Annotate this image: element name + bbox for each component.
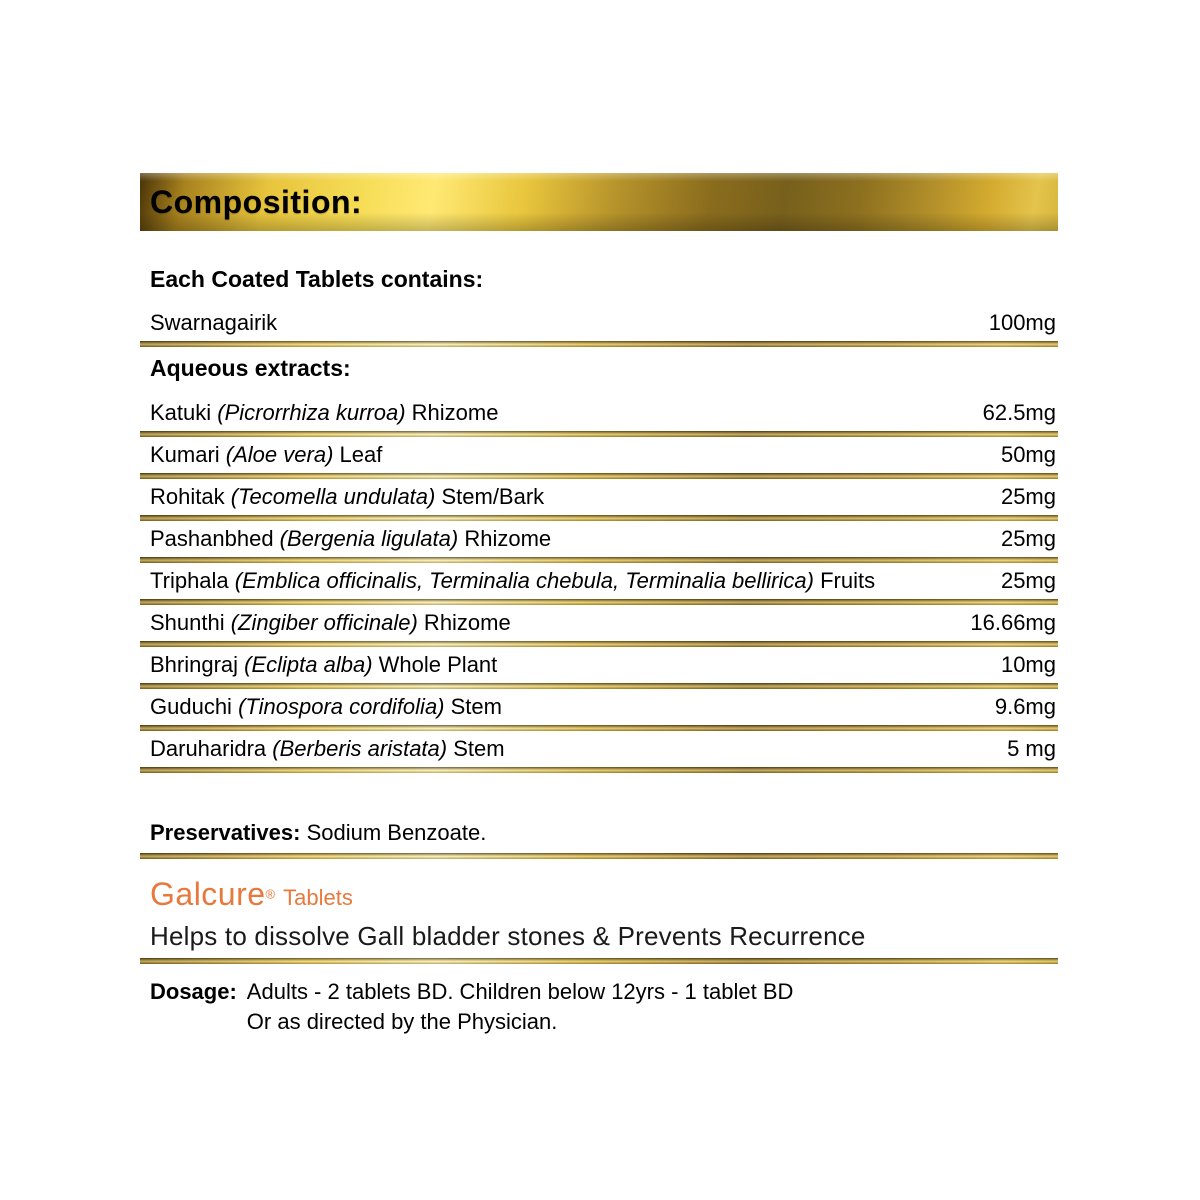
name-text: Katuki	[150, 401, 218, 425]
ingredient-row-katuki	[140, 395, 1058, 431]
ingredient-name	[150, 695, 987, 719]
ingredient-name	[150, 611, 962, 635]
ingredient-amount: 100mg	[988, 310, 1056, 335]
name-text: Kumari	[150, 443, 226, 467]
ingredient-row-triphala	[140, 563, 1058, 599]
name-part: Stem	[444, 695, 502, 719]
name-text: Pashanbhed	[150, 527, 280, 551]
name-latin: (Emblica officinalis, Terminalia chebula, Terminalia bellirica)	[234, 569, 814, 593]
name-part: Leaf	[333, 443, 383, 467]
name-part: Rhizome	[458, 527, 552, 551]
name-text: Bhringraj	[150, 653, 245, 677]
name-text: Swarnagairik	[150, 311, 278, 335]
ingredient-name	[150, 443, 993, 467]
contains-heading: Each Coated Tablets contains:	[150, 266, 484, 292]
name-part: Whole Plant	[372, 653, 498, 677]
dosage-label: Dosage:	[150, 979, 237, 1004]
ingredient-row-swarnagairik	[140, 305, 1058, 341]
name-latin: (Eclipta alba)	[244, 653, 373, 677]
name-latin: (Bergenia ligulata)	[279, 527, 459, 551]
ingredient-row-shunthi	[140, 605, 1058, 641]
ingredient-amount: 9.6mg	[994, 694, 1056, 719]
name-latin: (Zingiber officinale)	[230, 611, 418, 635]
ingredient-name	[150, 485, 993, 509]
ingredient-name	[150, 653, 993, 677]
divider	[140, 767, 1058, 773]
divider	[140, 853, 1058, 859]
aqueous-extracts-heading: Aqueous extracts:	[150, 355, 351, 381]
ingredient-amount: 25mg	[1000, 484, 1056, 509]
ingredient-amount: 16.66mg	[970, 610, 1056, 635]
ingredient-row-pashanbhed	[140, 521, 1058, 557]
name-part: Stem/Bark	[435, 485, 545, 509]
brand-tagline: Helps to dissolve Gall bladder stones & Prevents Recurrence	[150, 921, 866, 951]
dosage-text	[247, 977, 794, 1037]
name-latin: (Tecomella undulata)	[230, 485, 436, 509]
ingredient-name	[150, 401, 975, 425]
product-label	[140, 173, 1058, 1037]
ingredient-row-kumari	[140, 437, 1058, 473]
ingredient-amount: 50mg	[1000, 442, 1056, 467]
brand-name: Galcure	[150, 876, 266, 912]
name-part: Stem	[447, 737, 505, 761]
name-part: Rhizome	[417, 611, 511, 635]
ingredient-name	[150, 311, 981, 335]
name-text: Triphala	[150, 569, 235, 593]
ingredient-name	[150, 569, 993, 593]
ingredient-amount: 25mg	[1000, 568, 1056, 593]
ingredient-amount: 5 mg	[1007, 736, 1056, 761]
composition-banner-title: Composition:	[150, 183, 363, 220]
name-latin: (Berberis aristata)	[272, 737, 448, 761]
ingredient-amount: 62.5mg	[982, 400, 1056, 425]
name-latin: (Picrorrhiza kurroa)	[217, 401, 406, 425]
ingredient-row-daruharidra	[140, 731, 1058, 767]
brand-block	[140, 875, 1058, 958]
name-text: Shunthi	[150, 611, 231, 635]
name-text: Rohitak	[150, 485, 231, 509]
brand-line	[150, 875, 1058, 920]
ingredient-row-guduchi	[140, 689, 1058, 725]
composition-banner	[140, 173, 1058, 231]
name-latin: (Tinospora cordifolia)	[238, 695, 445, 719]
ingredient-amount: 25mg	[1000, 526, 1056, 551]
ingredient-name	[150, 737, 999, 761]
preservatives-value: Sodium Benzoate.	[300, 820, 487, 845]
divider	[140, 958, 1058, 964]
registered-trademark-icon: ®	[265, 886, 276, 902]
composition-table	[140, 305, 1058, 773]
preservatives-line	[140, 821, 1058, 853]
dosage-line1: Adults - 2 tablets BD. Children below 12yrs - 1 tablet BD	[246, 979, 794, 1004]
dosage-block	[140, 977, 1058, 1037]
ingredient-name	[150, 527, 993, 551]
name-part: Rhizome	[405, 401, 499, 425]
ingredient-row-rohitak	[140, 479, 1058, 515]
name-text: Daruharidra	[150, 737, 273, 761]
preservatives-label: Preservatives:	[150, 820, 301, 845]
ingredient-amount: 10mg	[1000, 652, 1056, 677]
name-part: Fruits	[813, 569, 876, 593]
dosage-line2: Or as directed by the Physician.	[246, 1009, 558, 1034]
brand-suffix: Tablets	[283, 885, 353, 910]
name-latin: (Aloe vera)	[225, 443, 334, 467]
ingredient-row-bhringraj	[140, 647, 1058, 683]
name-text: Guduchi	[150, 695, 239, 719]
